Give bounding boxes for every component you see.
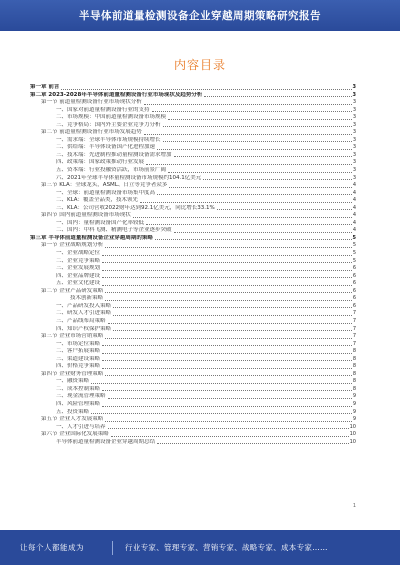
toc-entry-page: 3 [352,114,356,121]
toc-entry[interactable] [30,167,356,175]
toc-leader-dots [146,223,352,225]
toc-entry-page: 7 [352,317,356,324]
toc-leader-dots [113,306,352,308]
toc-entry[interactable] [30,280,356,288]
toc-entry[interactable] [30,220,356,228]
toc-entry[interactable] [30,99,356,107]
toc-leader-dots [91,382,352,384]
toc-entry-page: 3 [352,106,356,113]
toc-entry-page: 9 [352,400,356,407]
toc-entry-page: 3 [352,144,356,151]
toc-entry[interactable] [30,303,356,311]
toc-entry-page: 10 [349,438,356,445]
toc-entry[interactable] [30,431,356,439]
toc-leader-dots [157,193,352,195]
toc-entry-page: 8 [352,385,356,392]
toc-leader-dots [108,397,352,399]
toc-leader-dots [105,420,352,422]
toc-entry-page: 6 [352,302,356,309]
toc-entry-text: 第三节 企业市场营销策略 [41,333,104,340]
toc-entry-text: 六、2021年全球半导体量检测设备市场规模约104.1亿美元 [56,174,202,181]
toc-leader-dots [140,201,352,203]
toc-entry-text: 第二章 2023-2028年半导体前道量检测设备行业市场现状及趋势分析 [30,91,203,98]
toc-entry[interactable] [30,122,356,130]
toc-entry[interactable] [30,175,356,183]
toc-leader-dots [163,140,352,142]
toc-entry[interactable] [30,409,356,417]
toc-entry-text: 一、融资策略 [56,378,90,385]
toc-leader-dots [102,261,352,263]
toc-entry-text: 二、国内：中科飞测、精测电子等企业逐步突破 [56,227,172,234]
toc-entry[interactable] [30,227,356,235]
toc-entry-page: 7 [352,310,356,317]
toc-entry-page: 7 [352,340,356,347]
toc-entry-page: 9 [352,393,356,400]
toc-leader-dots [163,125,352,127]
toc-leader-dots [152,110,352,112]
toc-entry-page: 4 [352,189,356,196]
toc-entry[interactable] [30,107,356,115]
toc-entry[interactable] [30,250,356,258]
toc-leader-dots [102,405,352,407]
toc-leader-dots [174,155,352,157]
toc-entry-page: 3 [352,129,356,136]
toc-entry[interactable] [30,288,356,296]
toc-leader-dots [102,269,352,271]
toc-entry-page: 6 [352,265,356,272]
toc-entry-page: 7 [352,333,356,340]
toc-entry-text: 第四节 企业财务管理策略 [41,370,104,377]
toc-leader-dots [102,359,352,361]
toc-entry-page: 4 [352,182,356,189]
toc-leader-dots [157,148,352,150]
toc-entry-text: 一、全球：前道量检测设备市场集中度高 [56,189,156,196]
toc-entry[interactable] [30,197,356,205]
toc-entry[interactable] [30,205,356,213]
toc-entry[interactable] [30,310,356,318]
toc-leader-dots [61,88,351,90]
toc-entry[interactable] [30,265,356,273]
toc-entry-text: 二、供给端：半导体设备国产化进程加速 [56,144,156,151]
toc-leader-dots [102,254,352,256]
toc-entry-page: 4 [352,212,356,219]
toc-entry[interactable] [30,356,356,364]
toc-entry-text: 二、企业竞争策略 [56,257,101,264]
toc-entry-text: 二、KLA：覆盖全品类，技术领先 [56,197,139,204]
toc-leader-dots [155,238,352,240]
toc-entry-text: 二、成本控制策略 [56,385,101,392]
toc-entry-text: 一、人才引进与培养 [56,423,106,430]
toc-leader-dots [146,163,352,165]
toc-entry-text: 半导体前道量检测设备企业穿越周期总结 [56,438,156,445]
toc-entry-page: 3 [352,84,356,90]
toc-entry-page: 6 [352,280,356,287]
toc-entry-text: 技术创新策略 [70,295,104,302]
toc-entry-text: 第四节 国内前道量检测设备市场现状 [41,212,131,219]
toc-entry-page: 3 [352,99,356,106]
toc-entry-text: 三、技术端：先进制程推动量检测设备需求增加 [56,151,172,158]
toc-entry[interactable] [30,401,356,409]
toc-entry[interactable] [30,159,356,167]
toc-entry[interactable] [30,348,356,356]
toc-entry-text: 一、市场定位策略 [56,340,101,347]
toc-leader-dots [203,178,352,180]
toc-entry-page: 3 [352,151,356,158]
toc-leader-dots [157,442,349,444]
toc-leader-dots [168,118,352,120]
toc-entry[interactable] [30,318,356,326]
toc-leader-dots [133,216,352,218]
toc-entry-text: 四、企业品牌建设 [56,272,101,279]
toc-entry-page: 3 [352,159,356,166]
toc-entry-page: 3 [352,91,356,98]
toc-entry[interactable] [30,92,356,100]
toc-entry-text: 一、国家对前道量检测设备行业的支持 [56,106,150,113]
toc-leader-dots [102,367,352,369]
toc-entry-page: 9 [352,416,356,423]
toc-entry[interactable] [30,114,356,122]
toc-entry-text: 五、企业文化建设 [56,280,101,287]
toc-entry-text: 四、政策端：国家政策推动行业发展 [56,159,145,166]
footer-roles: 行业专家、管理专家、营销专家、战略专家、成本专家…… [125,543,328,552]
toc-leader-dots [102,389,352,391]
toc-leader-dots [102,344,352,346]
toc-entry-text: 二、客户拓展策略 [56,348,101,355]
toc-leader-dots [105,299,352,301]
toc-entry-text: 三、竞争格局：国内外主要企业竞争力分析 [56,121,161,128]
toc-entry[interactable] [30,439,356,447]
toc-entry-text: 四、价格竞争策略 [56,363,101,370]
toc-entry-text: 第三章 半导体前道量检测设备企业穿越周期的策略 [30,234,153,241]
toc-entry[interactable] [30,212,356,220]
toc-leader-dots [105,374,352,376]
toc-entry-page: 4 [352,197,356,204]
toc-entry[interactable] [30,190,356,198]
toc-title: 内容目录 [173,58,226,72]
footer-banner [0,530,400,565]
header-banner [0,0,400,31]
toc-entry-page: 4 [352,204,356,211]
toc-entry[interactable] [30,235,356,243]
toc-entry-page: 4 [352,219,356,226]
toc-entry[interactable] [30,378,356,386]
toc-entry-text: 三、渠道建设策略 [56,355,101,362]
toc-entry[interactable] [30,129,356,137]
toc-entry-page: 3 [352,136,356,143]
toc-leader-dots [144,103,352,105]
toc-entry-page: 9 [352,408,356,415]
toc-entry-page: 8 [352,378,356,385]
toc-entry-text: 第三节 KLA：全球龙头，ASML、日立等竞争者众多 [41,182,168,189]
toc-leader-dots [113,314,352,316]
toc-entry[interactable] [30,333,356,341]
footer-slogan: 让每个人都能成为 [20,543,84,552]
toc-entry-text: 三、企业发展规划 [56,265,101,272]
toc-entry-text: 一、产品研发投入策略 [56,302,112,309]
toc-entry-page: 4 [352,227,356,234]
toc-entry-text: 第一章 前言 [30,84,60,90]
toc-entry-page: 7 [352,325,356,332]
toc-leader-dots [169,186,351,188]
toc-leader-dots [108,427,349,429]
toc-list [30,84,356,446]
toc-entry-page: 5 [352,242,356,249]
toc-entry-text: 一、国内：量检测设备国产化率较低 [56,219,145,226]
toc-entry-page: 8 [352,348,356,355]
toc-entry-page: 5 [352,250,356,257]
toc-leader-dots [91,412,352,414]
toc-leader-dots [144,133,352,135]
toc-entry[interactable] [30,341,356,349]
toc-entry[interactable] [30,416,356,424]
toc-entry-text: 一、企业战略定位 [56,250,101,257]
toc-entry[interactable] [30,242,356,250]
toc-leader-dots [108,322,352,324]
toc-entry-text: 二、市场规模：中国前道量检测设备市场规模 [56,114,167,121]
toc-entry-text: 三、现金流管理策略 [56,393,106,400]
page-number: 1 [352,503,356,509]
toc-entry[interactable] [30,295,356,303]
toc-entry-page: 3 [352,167,356,174]
toc-entry-text: 四、风险管理策略 [56,400,101,407]
toc-leader-dots [105,246,352,248]
toc-entry-page: 6 [352,295,356,302]
toc-entry[interactable] [30,371,356,379]
toc-entry-text: 一、需求端：全球半导体市场规模持续增长 [56,136,161,143]
toc-entry-page: 10 [349,423,356,430]
report-title: 半导体前道量检测设备企业穿越周期策略研究报告 [79,10,321,22]
toc-entry[interactable] [30,273,356,281]
toc-leader-dots [102,284,352,286]
toc-leader-dots [174,231,352,233]
toc-entry-page: 8 [352,355,356,362]
toc-entry-page: 8 [352,370,356,377]
toc-entry-text: 五、资本端：行业投融资活跃，市场前景广阔 [56,167,167,174]
toc-entry[interactable] [30,326,356,334]
toc-entry-page: 3 [352,174,356,181]
toc-leader-dots [204,95,351,97]
toc-entry-text: 四、知识产权保护策略 [56,325,112,332]
toc-entry-page: 3 [352,121,356,128]
toc-entry[interactable] [30,84,356,92]
toc-entry-text: 第二节 企业产品研发策略 [41,287,104,294]
toc-entry[interactable] [30,152,356,160]
toc-entry-text: 五、投资策略 [56,408,90,415]
toc-leader-dots [168,171,352,173]
toc-entry-text: 三、KLA：公司营收2022财年达到92.1亿美元，同比增长33.1% [56,204,215,211]
toc-entry[interactable] [30,182,356,190]
toc-leader-dots [111,435,349,437]
toc-entry[interactable] [30,258,356,266]
toc-entry-text: 二、研发人才引进策略 [56,310,112,317]
toc-entry-text: 第二节 前道量检测设备行业市场发展趋势 [41,129,142,136]
toc-entry-page: 10 [349,431,356,438]
toc-leader-dots [102,276,352,278]
toc-entry[interactable] [30,363,356,371]
toc-leader-dots [105,337,352,339]
toc-entry-text: 第六节 企业国际化发展策略 [41,431,109,438]
toc-entry-page: 5 [352,234,356,241]
toc-entry-text: 第一节 前道量检测设备行业市场现状分析 [41,99,142,106]
toc-entry[interactable] [30,393,356,401]
toc-leader-dots [113,329,352,331]
toc-entry-page: 5 [352,257,356,264]
toc-entry-text: 第一节 企业战略规划分析 [41,242,104,249]
toc-leader-dots [102,352,352,354]
toc-entry[interactable] [30,137,356,145]
toc-entry-text: 第五节 企业人才发展策略 [41,416,104,423]
toc-entry-text: 三、产品线布局策略 [56,317,106,324]
toc-entry-page: 8 [352,363,356,370]
toc-leader-dots [105,291,352,293]
toc-entry-page: 6 [352,272,356,279]
toc-entry-page: 6 [352,287,356,294]
toc-entry[interactable] [30,386,356,394]
toc-entry[interactable] [30,144,356,152]
toc-leader-dots [217,208,352,210]
toc-entry[interactable] [30,424,356,432]
